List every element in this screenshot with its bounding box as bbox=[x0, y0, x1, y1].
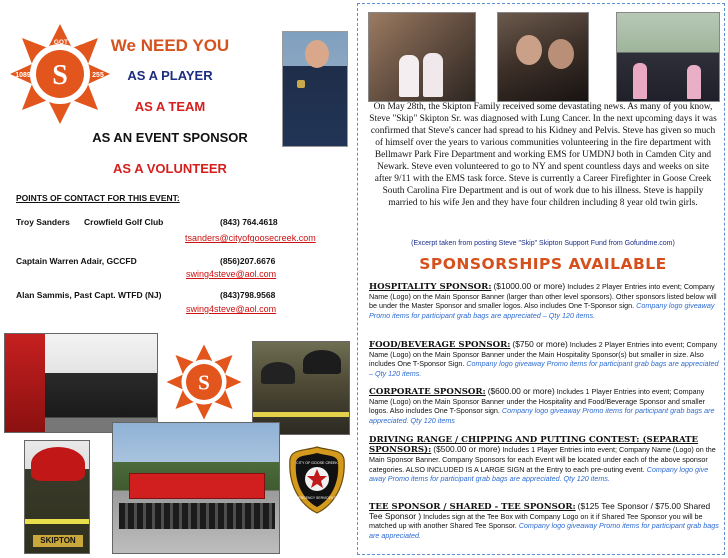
tier-promo: Company logo give away Promo items for participant grab bags are appreciated. Qty 120 items. bbox=[369, 464, 709, 483]
svg-text:S: S bbox=[198, 370, 210, 395]
tier-amount: ($600.00 or more) bbox=[487, 386, 555, 396]
tier-title: HOSPITALITY SPONSOR: bbox=[369, 282, 492, 292]
contact-3-phone: (843)798.9568 bbox=[220, 290, 276, 300]
poc-title: POINTS OF CONTACT FOR THIS EVENT: bbox=[16, 193, 180, 203]
excerpt-note: (Excerpt taken from posting Steve "Skip" Skipton Support Fund from Gofundme.com) bbox=[411, 240, 675, 247]
contact-1-email-link[interactable]: tsanders@cityofgoosecreek.com bbox=[185, 233, 316, 243]
tier-food-beverage bbox=[369, 340, 719, 378]
svg-text:EMERGENCY SERVICES S.C.: EMERGENCY SERVICES S.C. bbox=[293, 496, 341, 500]
contact-2-email-link[interactable]: swing4steve@aol.com bbox=[186, 269, 277, 279]
tier-driving-range bbox=[369, 435, 719, 483]
goose-creek-emergency-badge bbox=[288, 445, 346, 515]
tier-description: Includes 1 Player Entries into event; Company Name (Logo) on the Main Sponsor Banner under the Hospitality and Food/Beverage Sponsor and smaller logos. Also includes One T-Sponsor sign. bbox=[369, 387, 706, 416]
tier-corporate bbox=[369, 387, 719, 425]
tier-amount: ($750 or more) bbox=[512, 339, 568, 349]
ask-event-sponsor: AS AN EVENT SPONSOR bbox=[92, 130, 248, 145]
flyer-left-panel bbox=[0, 0, 352, 558]
family-photo-twins bbox=[368, 12, 476, 102]
tier-promo: Company logo giveaway Promo items for participant grab bags are appreciated. Qty 120 items bbox=[369, 406, 715, 425]
tier-amount: ($1000.00 or more) bbox=[493, 281, 566, 291]
contact-1-org: Crowfield Golf Club bbox=[84, 217, 164, 227]
turnout-gear-photo bbox=[24, 440, 90, 554]
contact-3-name: Alan Sammis, Past Capt. WTFD (NJ) bbox=[16, 290, 162, 300]
tier-amount: ($125 Tee Sponsor / $75.00 Shared Tee Sponsor ) bbox=[369, 501, 711, 522]
officer-photo bbox=[282, 31, 348, 147]
tier-promo: Company logo giveaway Promo items for participant grab bags are appreciated – Qty 120 items. bbox=[369, 301, 715, 320]
sponsorships-heading: SPONSORSHIPS AVAILABLE bbox=[419, 255, 667, 273]
tier-title: DRIVING RANGE / CHIPPING AND PUTTING CONTEST: (SEPARATE SPONSORS): bbox=[369, 435, 699, 456]
crew-group-photo bbox=[4, 333, 158, 433]
ask-team: AS A TEAM bbox=[134, 99, 206, 114]
flyer-right-panel bbox=[357, 3, 725, 555]
svg-text:CITY OF GOOSE CREEK: CITY OF GOOSE CREEK bbox=[296, 461, 338, 465]
firefighters-photo bbox=[252, 341, 350, 435]
ask-player: AS A PLAYER bbox=[127, 68, 213, 83]
tier-description: Includes 1 Player Entries into event; Company Name (Logo) on the Main Sponsor Banner. Company Sponsors for each Event will be located under each of the above sponsor categories. ALSO INCLUDED IS A LARGE SIGN at the Entry to each pre-outing event. bbox=[369, 445, 716, 474]
tier-title: FOOD/BEVERAGE SPONSOR: bbox=[369, 340, 511, 350]
tier-amount: ($500.00 or more) bbox=[433, 444, 501, 455]
tier-promo: Company logo giveaway Promo items for participant grab bags are appreciated. bbox=[369, 521, 719, 540]
contact-1-name: Troy Sanders bbox=[16, 217, 70, 227]
tier-title: TEE SPONSOR / SHARED - TEE SPONSOR: bbox=[369, 502, 576, 512]
svg-text:"WE" GOT THIS: "WE" GOT THIS bbox=[35, 39, 85, 46]
tier-title: CORPORATE SPONSOR: bbox=[369, 387, 486, 397]
family-photo-group bbox=[616, 12, 720, 102]
fire-department-logo-small bbox=[165, 343, 243, 421]
contact-2-phone: (856)207.6676 bbox=[220, 256, 276, 266]
contact-1-phone: (843) 764.4618 bbox=[220, 217, 278, 227]
need-you-heading: We NEED YOU bbox=[110, 36, 230, 55]
contact-2-name: Captain Warren Adair, GCCFD bbox=[16, 256, 137, 266]
svg-text:1089: 1089 bbox=[15, 72, 31, 79]
couple-photo bbox=[497, 12, 589, 102]
tier-description: Includes 2 Player Entries into event; Company Name (Logo) on the Main Sponsor Banner (larger than other level sponsors). Other sponsors listed below will be under the Master Sponsor and smaller logos. Also includes One T-Sponsor sign. bbox=[369, 282, 717, 311]
tier-description: Includes sign at the Tee Box with Company Logo on it if Shared Tee Sponsor you will be matched up with another Shared Tee Sponsor. bbox=[369, 512, 703, 531]
tier-hospitality bbox=[369, 282, 719, 320]
svg-text:S: S bbox=[52, 60, 68, 91]
story-paragraph: On May 28th, the Skipton Family received some devastating news. As many of you know, Steve "Skip" Skipton Sr. was diagnosed with Lung Cancer. In the next upcoming days it was confirmed that Steve's cancer had spread to his Kidney and Pelvis. Steve has given so much of himself over the years to various communities volunteering in the fire department with Bellmawr Park Fire Department and working EMS for UMDNJ both in Camden City and Newark. Steve even volunteered to go to NY and spent countless days and weeks on site after 9/11 with the EMS task force. Steve is currently a Career Firefighter in Goose Creek South Carolina Fire Department and is out of work due to his illness. Steve is happily married to his wife Jen and they have four children including 8 year old twin girls. bbox=[369, 102, 717, 208]
contact-3-email-link[interactable]: swing4steve@aol.com bbox=[186, 304, 277, 314]
fire-truck-crew-photo bbox=[112, 422, 280, 554]
gear-nameplate: SKIPTON bbox=[33, 535, 83, 547]
tier-promo: Company logo giveaway Promo items for participant grab bags are appreciated – Qty 120 items. bbox=[369, 359, 719, 378]
svg-text:255: 255 bbox=[92, 72, 104, 79]
tier-tee-sponsor bbox=[369, 502, 719, 540]
ask-volunteer: AS A VOLUNTEER bbox=[113, 161, 227, 176]
tier-description: Includes 2 Player Entries into event; Company Name (Logo) on the Main Sponsor Banner under the Main Hospitality Sponsor(s) but smaller in size. Also includes One T-Sponsor Sign. bbox=[369, 340, 718, 369]
